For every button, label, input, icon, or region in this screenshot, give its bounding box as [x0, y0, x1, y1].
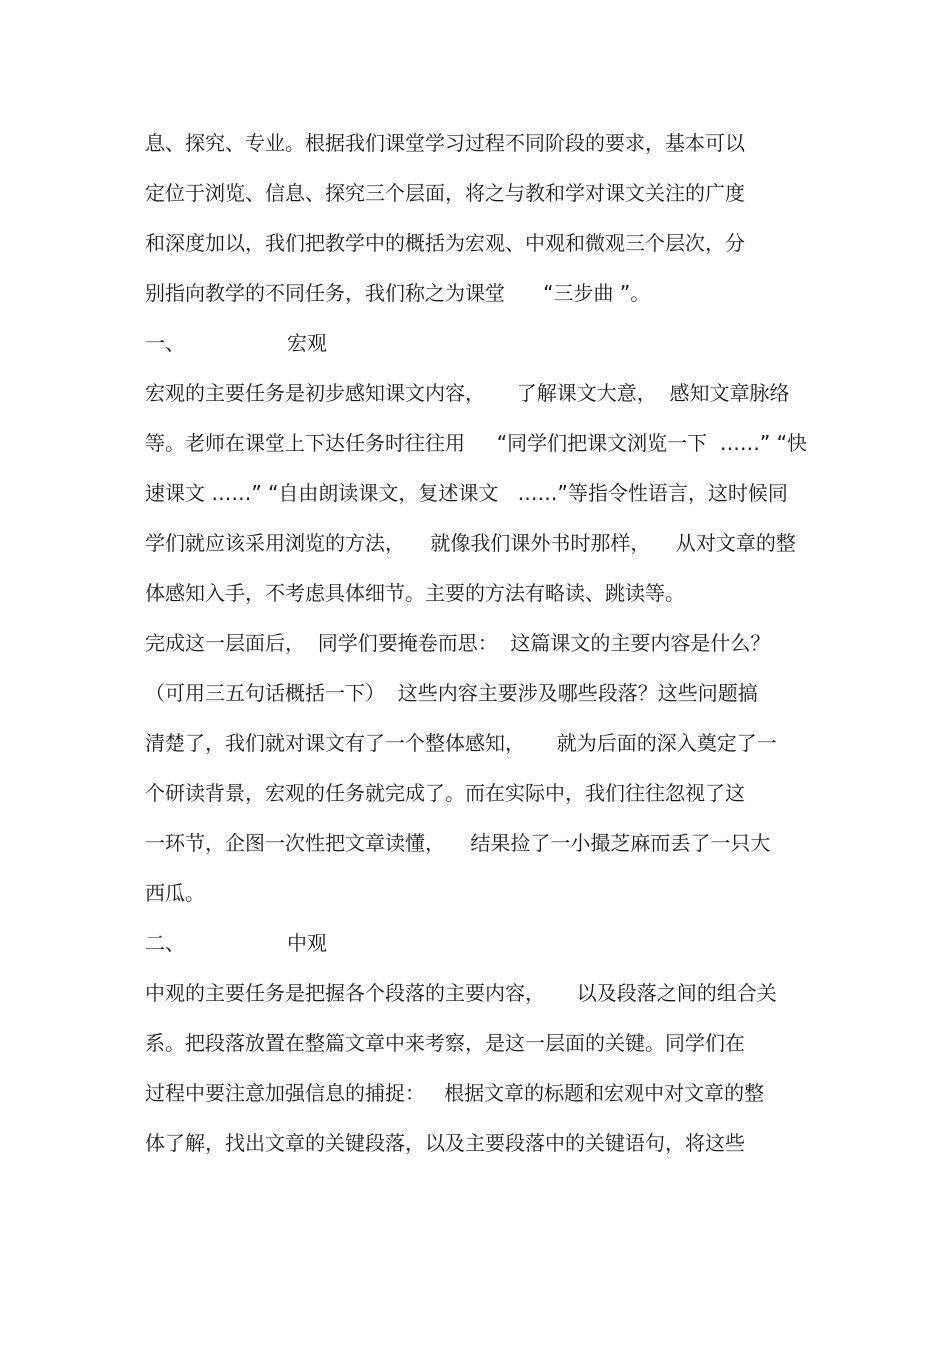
- paragraph-line: 速课文 ……” “自由朗读课文，复述课文 ……”等指令性语言，这时候同: [145, 481, 788, 505]
- section-heading-meso: [145, 918, 825, 968]
- paragraph-line: 和深度加以，我们把教学中的概括为宏观、中观和微观三个层次，分: [145, 231, 745, 255]
- paragraph-line: 完成这一层面后， 同学们要掩卷而思： 这篇课文的主要内容是什么？: [145, 631, 771, 655]
- paragraph-line: （可用三五句话概括一下） 这些内容主要涉及哪些段落？这些问题搞: [145, 681, 758, 705]
- paragraph-line: 个研读背景，宏观的任务就完成了。而在实际中，我们往往忽视了这: [145, 781, 745, 805]
- paragraph-line: 学们就应该采用浏览的方法， 就像我们课外书时那样， 从对文章的整: [145, 531, 796, 555]
- section-title: 中观: [287, 931, 327, 955]
- document-body: [145, 118, 825, 1168]
- paragraph-line: 系。把段落放置在整篇文章中来考察，是这一层面的关键。同学们在: [145, 1031, 745, 1055]
- paragraph-line: 等。老师在课堂上下达任务时往往用 “同学们把课文浏览一下 ……” “快: [145, 431, 807, 455]
- paragraph-line: 别指向教学的不同任务，我们称之为课堂 “三步曲 ”。: [145, 281, 651, 305]
- paragraph-line: 息、探究、专业。根据我们课堂学习过程不同阶段的要求，基本可以: [145, 131, 745, 155]
- paragraph-line: 过程中要注意加强信息的捕捉： 根据文章的标题和宏观中对文章的整: [145, 1081, 765, 1105]
- paragraph-line: 西瓜。: [145, 881, 205, 905]
- paragraph-line: 一环节，企图一次性把文章读懂， 结果捡了一小撮芝麻而丢了一只大: [145, 831, 771, 855]
- paragraph-line: 清楚了，我们就对课文有了一个整体感知， 就为后面的深入奠定了一: [145, 731, 777, 755]
- paragraph-line: 体感知入手，不考虑具体细节。主要的方法有略读、跳读等。: [145, 581, 685, 605]
- section-number: 一、: [145, 331, 185, 355]
- paragraph-line: 宏观的主要任务是初步感知课文内容， 了解课文大意， 感知文章脉络: [145, 381, 790, 405]
- paragraph-line: 中观的主要任务是把握各个段落的主要内容， 以及段落之间的组合关: [145, 981, 777, 1005]
- paragraph-line: 定位于浏览、信息、探究三个层面，将之与教和学对课文关注的广度: [145, 181, 745, 205]
- section-title: 宏观: [287, 331, 327, 355]
- section-heading-macro: [145, 318, 825, 368]
- section-number: 二、: [145, 931, 185, 955]
- paragraph-line: 体了解，找出文章的关键段落，以及主要段落中的关键语句，将这些: [145, 1131, 745, 1155]
